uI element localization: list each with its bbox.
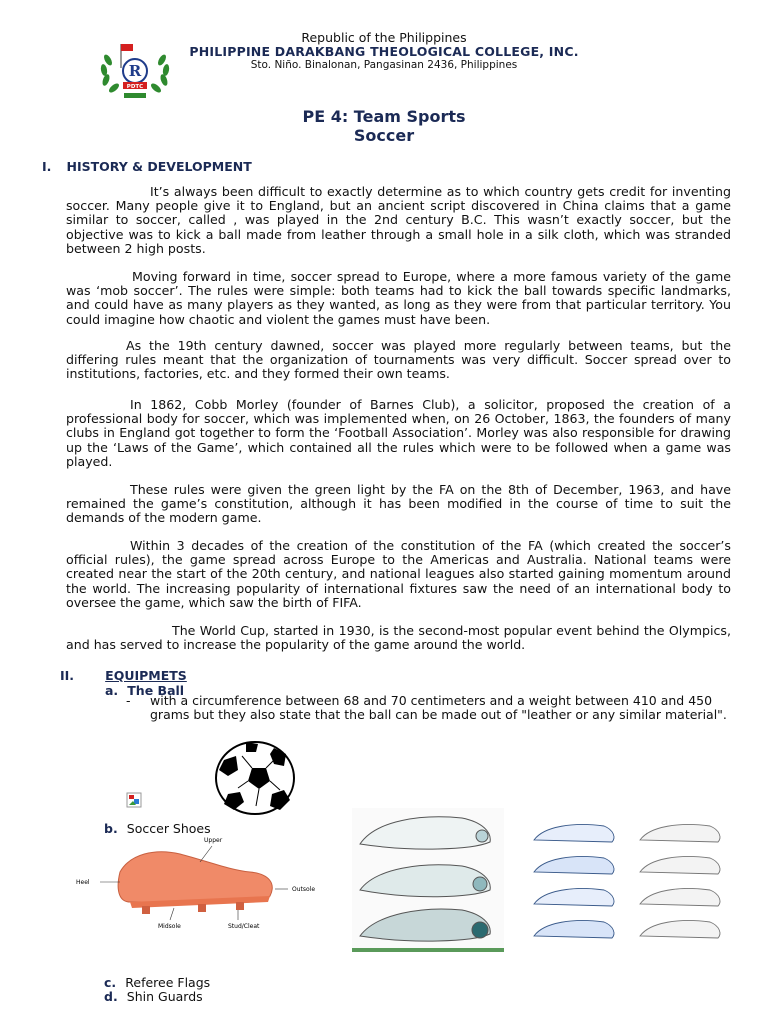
item-a-label: The Ball [127, 683, 185, 698]
item-a-detail: with a circumference between 68 and 70 centimeters and a weight between 410 and 450 grams but they also state that the ball can be made out of "leather or any similar material". [150, 693, 727, 723]
paragraph-3: As the 19th century dawned, soccer was played more regularly between teams, but the differing rules meant that the organization of tournaments was very difficult. Soccer spread over to institutions, factories, etc. and they formed their own teams. [66, 338, 731, 382]
header-college-name: PHILIPPINE DARAKBANG THEOLOGICAL COLLEGE, INC. [189, 44, 579, 59]
shoe-sketch-grid [524, 812, 748, 944]
section-1-title: HISTORY & DEVELOPMENT [66, 159, 252, 174]
section-1-heading [42, 156, 252, 175]
section-2-number: II. [60, 668, 75, 683]
item-b-letter: b. [104, 821, 118, 836]
soccer-ball-image [214, 740, 296, 816]
header-address: Sto. Niño. Binalonan, Pangasinan 2436, Philippines [250, 59, 518, 71]
item-d [104, 986, 203, 1005]
logo-letter: R [128, 62, 142, 80]
item-c-letter: c. [104, 975, 117, 990]
soccer-shoe-diagram [70, 832, 340, 934]
paragraph-2: Moving forward in time, soccer spread to Europe, where a more famous variety of the game was ‘mob soccer’. The rules were simple: both teams had to kick the ball towards specific landmarks, and could have as many players as they wanted, as long as they were from that particular territory. You could imagine how chaotic and violent the games must have been. [66, 269, 731, 327]
item-a-letter: a. [105, 683, 119, 698]
header-republic: Republic of the Philippines [301, 30, 467, 45]
paragraph-7: The World Cup, started in 1930, is the second-most popular event behind the Olympics, and has served to increase the popularity of the game around the world. [66, 623, 731, 653]
item-b-label: Soccer Shoes [126, 821, 211, 836]
logo-text: PDTC [126, 84, 144, 90]
shoe-label-outsole: Outsole [292, 886, 316, 893]
paragraph-6: Within 3 decades of the creation of the constitution of the FA (which created the soccer’s official rules), the game spread across Europe to the Americas and Australia. National teams were created near the start of the 20th century, and national leagues also started gaining momentum around the world. The increasing popularity of international fixtures saw the need of an international body to oversee the game, which saw the birth of FIFA. [66, 538, 731, 610]
section-2-title: EQUIPMETS [105, 668, 187, 683]
paragraph-4: In 1862, Cobb Morley (founder of Barnes Club), a solicitor, proposed the creation of a professional body for soccer, which was implemented when, on 26 October, 1863, the founders of many clubs in England got together to form the ‘Football Association’. Morley was also responsible for drawing up the ‘Laws of the Game’, which contained all the rules which were to be followed when a game was played. [66, 397, 731, 469]
paragraph-5: These rules were given the green light by the FA on the 8th of December, 1963, and have remained the game’s constitution, although it has been modified in the course of time to suit the demands of the modern game. [66, 482, 731, 526]
document-subtitle: Soccer [353, 126, 415, 145]
document-title: PE 4: Team Sports [302, 107, 466, 126]
item-c-label: Referee Flags [125, 975, 211, 990]
shoe-concept-sketches [352, 808, 504, 952]
item-a-bullet-mark: - [126, 693, 131, 708]
shoe-label-heel: Heel [76, 879, 90, 886]
shoe-label-stud: Stud/Cleat [228, 923, 260, 930]
section-1-number: I. [42, 159, 52, 174]
paragraph-1: It’s always been difficult to exactly determine as to which country gets credit for inventing soccer. Many people give it to England, but an ancient script discovered in China claims that a game similar to soccer, called , was played in the 2nd century B.C. This wasn’t exactly soccer, but the objective was to kick a ball made from leather through a small hole in a silk cloth, which was stranded between 2 high posts. [66, 184, 731, 256]
item-d-label: Shin Guards [126, 989, 203, 1004]
broken-image-icon [126, 792, 142, 808]
college-logo [96, 38, 174, 100]
item-d-letter: d. [104, 989, 118, 1004]
shoe-label-midsole: Midsole [158, 923, 181, 930]
shoe-label-upper: Upper [204, 837, 223, 844]
